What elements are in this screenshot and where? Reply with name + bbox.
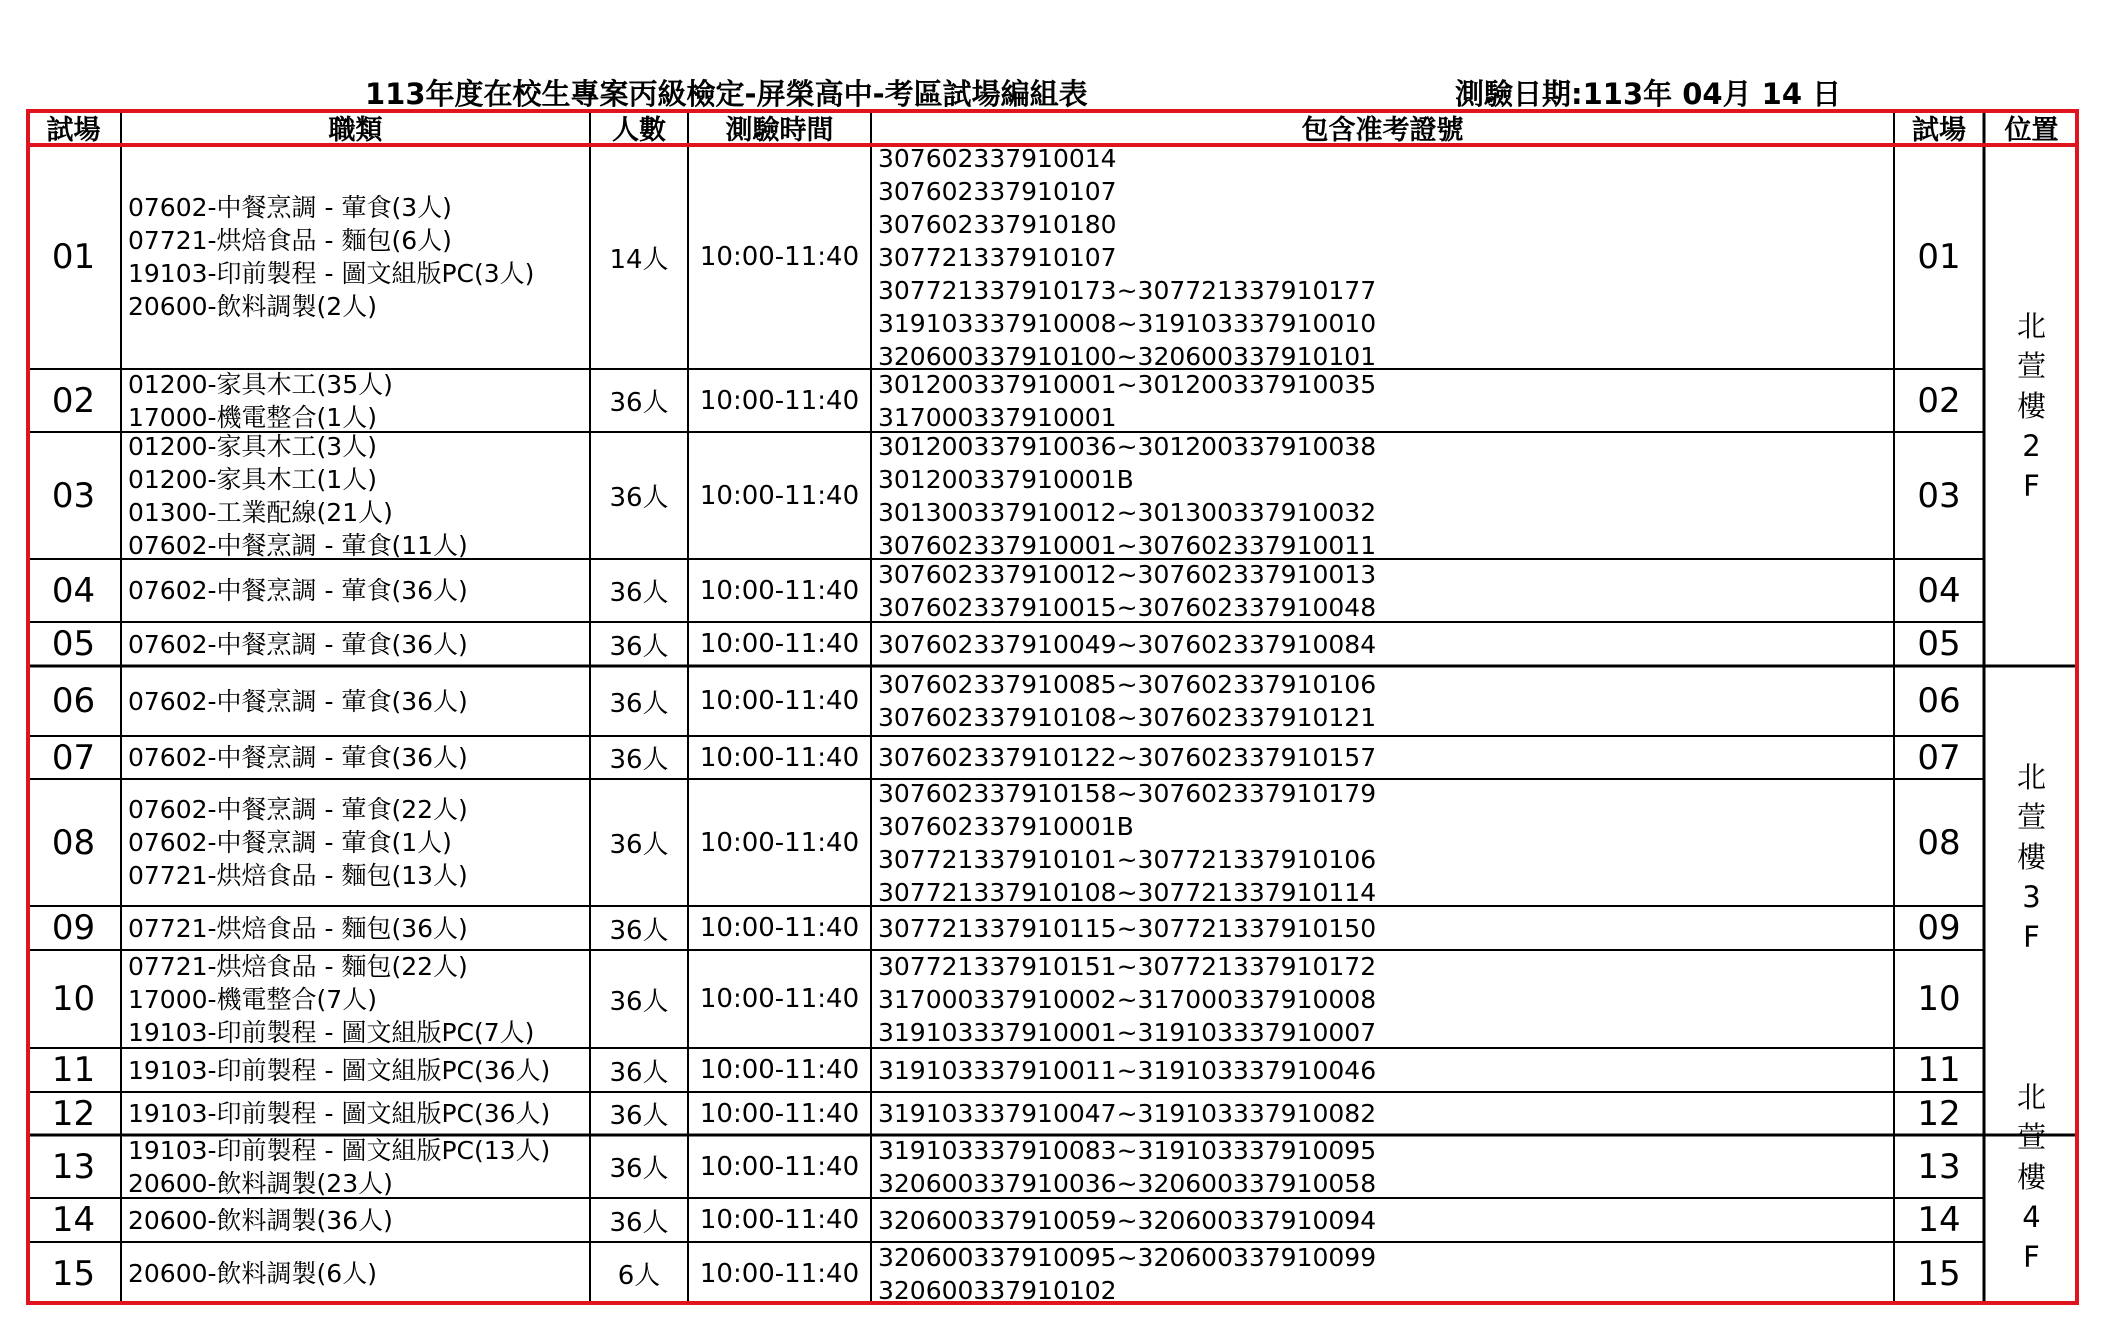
test-time	[688, 432, 871, 559]
job-category-item: 07602-中餐烹調 - 葷食(11人)	[128, 530, 468, 560]
examinee-count	[590, 1048, 688, 1092]
test-time-label: 10:00-11:40	[699, 575, 860, 606]
header-job-category-label: 職類	[328, 114, 383, 146]
job-category-item: 01300-工業配線(21人)	[128, 497, 393, 527]
admission-id-list	[871, 666, 1894, 736]
admission-id-item: 307721337910108~307721337910114	[878, 877, 1377, 907]
test-time-label: 10:00-11:40	[699, 480, 860, 511]
room-number-label: 11	[1917, 1050, 1961, 1090]
job-category-item: 01200-家具木工(35人)	[128, 369, 393, 399]
location-char: 萱	[2016, 1119, 2046, 1154]
examinee-count	[590, 906, 688, 950]
header-count-label: 人數	[612, 114, 666, 146]
job-category-item: 01200-家具木工(1人)	[128, 464, 377, 494]
test-time	[688, 1135, 871, 1198]
job-category-item: 20600-飲料調製(2人)	[128, 292, 377, 321]
test-time-label: 10:00-11:40	[699, 1151, 860, 1182]
examinee-count	[590, 779, 688, 906]
location-char: 萱	[2016, 348, 2046, 383]
admission-id-item: 319103337910011~319103337910046	[878, 1055, 1377, 1085]
test-time	[688, 1198, 871, 1242]
test-time-label: 10:00-11:40	[699, 1055, 860, 1085]
room-number-label: 09	[1917, 908, 1961, 948]
room-number-label: 06	[1917, 681, 1961, 721]
admission-id-list	[871, 1092, 1894, 1135]
job-category-item: 07721-烘焙食品 - 麵包(36人)	[128, 913, 468, 943]
test-time-label: 10:00-11:40	[699, 913, 860, 943]
job-category-item: 07602-中餐烹調 - 葷食(1人)	[128, 828, 452, 857]
room-number	[26, 145, 121, 369]
job-category-list	[121, 369, 590, 432]
test-time	[688, 369, 871, 432]
location-char: F	[2023, 1239, 2040, 1274]
location-char: F	[2023, 920, 2040, 954]
examinee-count	[590, 145, 688, 369]
job-category-item: 19103-印前製程 - 圖文組版PC(7人)	[128, 1017, 535, 1047]
room-number	[26, 622, 121, 666]
examinee-count	[590, 1242, 688, 1305]
job-category-list	[121, 1135, 590, 1198]
admission-id-list	[871, 432, 1894, 559]
room-number	[26, 1242, 121, 1305]
room-number-label: 06	[51, 681, 96, 721]
header-job-category	[121, 109, 590, 145]
examinee-count	[590, 559, 688, 622]
job-category-list	[121, 145, 590, 369]
test-time-label: 10:00-11:40	[699, 242, 860, 272]
room-number-repeat	[1894, 1135, 1984, 1198]
admission-id-list	[871, 906, 1894, 950]
job-category-list	[121, 906, 590, 950]
room-number-label: 12	[51, 1093, 96, 1134]
admission-id-list	[871, 950, 1894, 1048]
examinee-count	[590, 1135, 688, 1198]
test-time	[688, 1242, 871, 1305]
room-number-repeat	[1894, 622, 1984, 666]
room-number	[26, 950, 121, 1048]
room-number-label: 04	[1917, 570, 1961, 611]
test-time-label: 10:00-11:40	[699, 827, 860, 858]
admission-id-item: 307721337910151~307721337910172	[878, 951, 1377, 981]
location-char: 樓	[2016, 388, 2046, 423]
job-category-item: 01200-家具木工(3人)	[128, 431, 377, 461]
room-number-repeat	[1894, 369, 1984, 432]
test-time	[688, 1048, 871, 1092]
job-category-item: 07602-中餐烹調 - 葷食(36人)	[128, 576, 468, 605]
header-room-label: 試場	[46, 114, 101, 146]
examinee-count	[590, 622, 688, 666]
location-cell	[1984, 145, 2079, 666]
admission-id-item: 319103337910008~319103337910010	[878, 308, 1377, 338]
admission-id-item: 317000337910001	[878, 402, 1117, 432]
room-number-label: 07	[51, 737, 96, 778]
room-number-label: 08	[1917, 822, 1961, 863]
test-time-label: 10:00-11:40	[699, 629, 860, 659]
admission-id-item: 301200337910036~301200337910038	[878, 431, 1377, 461]
location-char: 3	[2022, 880, 2041, 914]
location-cell	[1984, 1048, 2079, 1305]
examinee-count	[590, 1198, 688, 1242]
job-category-list	[121, 432, 590, 559]
job-category-item: 07602-中餐烹調 - 葷食(36人)	[128, 629, 468, 659]
room-number-label: 13	[1917, 1146, 1961, 1187]
room-number-label: 15	[1917, 1253, 1961, 1294]
header-room-repeat	[1894, 109, 1984, 145]
room-number-label: 05	[1917, 624, 1961, 664]
test-time	[688, 950, 871, 1048]
test-time	[688, 779, 871, 906]
location-char: 樓	[2016, 1159, 2046, 1194]
admission-id-item: 319103337910001~319103337910007	[878, 1017, 1377, 1047]
job-category-list	[121, 559, 590, 622]
job-category-item: 07602-中餐烹調 - 葷食(36人)	[128, 686, 468, 716]
admission-id-item: 307602337910085~307602337910106	[878, 670, 1377, 699]
room-number-label: 02	[51, 380, 96, 421]
admission-id-item: 307602337910158~307602337910179	[878, 778, 1377, 808]
test-time-label: 10:00-11:40	[699, 686, 860, 716]
admission-id-item: 307602337910012~307602337910013	[878, 559, 1377, 589]
admission-id-list	[871, 145, 1894, 369]
job-category-list	[121, 1242, 590, 1305]
room-number-label: 01	[51, 237, 96, 277]
examinee-count-label: 14人	[609, 244, 669, 275]
room-number-repeat	[1894, 1198, 1984, 1242]
examinee-count	[590, 950, 688, 1048]
examinee-count-label: 36人	[609, 915, 669, 946]
admission-id-item: 307721337910107	[878, 242, 1117, 272]
test-time	[688, 906, 871, 950]
room-number-repeat	[1894, 1092, 1984, 1135]
room-number-repeat	[1894, 950, 1984, 1048]
admission-id-item: 307602337910001~307602337910011	[878, 530, 1377, 560]
job-category-item: 07602-中餐烹調 - 葷食(36人)	[128, 743, 468, 772]
room-number-label: 05	[51, 624, 96, 664]
room-number-label: 03	[1917, 475, 1961, 516]
admission-id-item: 307602337910108~307602337910121	[878, 703, 1377, 732]
admission-id-item: 307721337910173~307721337910177	[878, 275, 1377, 305]
room-number-repeat	[1894, 432, 1984, 559]
header-location	[1984, 109, 2079, 145]
admission-id-list	[871, 369, 1894, 432]
admission-id-item: 307602337910122~307602337910157	[878, 743, 1377, 772]
job-category-list	[121, 736, 590, 779]
room-number-repeat	[1894, 559, 1984, 622]
examinee-count	[590, 432, 688, 559]
room-number-label: 08	[51, 822, 96, 863]
job-category-item: 07721-烘焙食品 - 麵包(22人)	[128, 951, 468, 981]
room-number-label: 04	[51, 570, 96, 611]
room-number-label: 15	[51, 1253, 96, 1294]
job-category-item: 17000-機電整合(7人)	[128, 984, 377, 1014]
job-category-item: 19103-印前製程 - 圖文組版PC(3人)	[128, 259, 535, 288]
admission-id-list	[871, 1198, 1894, 1242]
job-category-item: 17000-機電整合(1人)	[128, 402, 377, 432]
examinee-count-label: 36人	[609, 578, 669, 608]
job-category-item: 20600-飲料調製(36人)	[128, 1205, 393, 1235]
header-test-time	[688, 109, 871, 145]
examinee-count-label: 36人	[609, 631, 669, 662]
test-date: 測驗日期:113年 04月 14 日	[1455, 77, 1842, 111]
room-number-label: 02	[1917, 380, 1961, 421]
room-number	[26, 666, 121, 736]
room-number	[26, 432, 121, 559]
header-admission-ids	[871, 109, 1894, 145]
room-number-repeat	[1894, 736, 1984, 779]
job-category-item: 20600-飲料調製(6人)	[128, 1259, 377, 1288]
job-category-item: 07602-中餐烹調 - 葷食(3人)	[128, 193, 452, 222]
test-time	[688, 736, 871, 779]
location-char: F	[2023, 468, 2040, 503]
admission-id-item: 307602337910049~307602337910084	[878, 629, 1377, 659]
header-admission-ids-label: 包含准考證號	[1301, 114, 1464, 146]
job-category-item: 07721-烘焙食品 - 麵包(6人)	[128, 226, 452, 255]
test-time	[688, 622, 871, 666]
admission-id-item: 320600337910059~320600337910094	[878, 1205, 1377, 1235]
admission-id-item: 320600337910095~320600337910099	[878, 1242, 1377, 1272]
job-category-list	[121, 622, 590, 666]
admission-id-item: 301200337910001B	[878, 464, 1134, 494]
examinee-count-label: 36人	[609, 483, 669, 513]
examinee-count-label: 36人	[609, 986, 669, 1017]
location-char: 北	[2016, 760, 2046, 794]
header-room-repeat-label: 試場	[1912, 114, 1966, 146]
examinee-count	[590, 666, 688, 736]
admission-id-item: 319103337910047~319103337910082	[878, 1099, 1377, 1128]
room-number-label: 10	[1917, 979, 1961, 1019]
location-char: 4	[2022, 1199, 2041, 1234]
header-location-label: 位置	[2004, 114, 2059, 146]
location-cell	[1984, 666, 2079, 1048]
room-number-repeat	[1894, 1048, 1984, 1092]
admission-id-item: 307602337910107	[878, 176, 1117, 206]
exam-room-table	[26, 109, 2079, 1305]
job-category-list	[121, 1198, 590, 1242]
room-number-label: 03	[51, 475, 96, 516]
room-number-label: 13	[51, 1146, 96, 1187]
room-number	[26, 369, 121, 432]
job-category-item: 07721-烘焙食品 - 麵包(13人)	[128, 861, 468, 890]
job-category-list	[121, 1048, 590, 1092]
admission-id-list	[871, 622, 1894, 666]
admission-id-list	[871, 1242, 1894, 1305]
admission-id-item: 320600337910100~320600337910101	[878, 341, 1377, 371]
admission-id-list	[871, 1135, 1894, 1198]
room-number-label: 09	[51, 908, 96, 948]
room-number-repeat	[1894, 145, 1984, 369]
room-number	[26, 906, 121, 950]
admission-id-item: 307602337910015~307602337910048	[878, 592, 1377, 622]
header-test-time-label: 測驗時間	[725, 114, 834, 146]
job-category-item: 19103-印前製程 - 圖文組版PC(13人)	[128, 1135, 551, 1165]
header-room	[26, 109, 121, 145]
test-time-label: 10:00-11:40	[699, 1258, 860, 1289]
job-category-item: 19103-印前製程 - 圖文組版PC(36人)	[128, 1099, 551, 1128]
room-number	[26, 779, 121, 906]
location-char: 萱	[2016, 800, 2046, 834]
test-time-label: 10:00-11:40	[699, 385, 860, 416]
job-category-list	[121, 666, 590, 736]
examinee-count	[590, 1092, 688, 1135]
admission-id-item: 307721337910101~307721337910106	[878, 844, 1377, 874]
room-number-label: 14	[51, 1200, 96, 1240]
location-char: 北	[2016, 1079, 2046, 1114]
examinee-count-label: 36人	[609, 688, 669, 719]
test-time-label: 10:00-11:40	[699, 1205, 860, 1235]
admission-id-item: 317000337910002~317000337910008	[878, 984, 1377, 1014]
admission-id-item: 307602337910001B	[878, 811, 1134, 841]
room-number-label: 07	[1917, 737, 1961, 778]
test-time	[688, 1092, 871, 1135]
job-category-item: 20600-飲料調製(23人)	[128, 1168, 393, 1198]
admission-id-list	[871, 559, 1894, 622]
examinee-count-label: 6人	[617, 1261, 661, 1291]
admission-id-list	[871, 1048, 1894, 1092]
job-category-item: 19103-印前製程 - 圖文組版PC(36人)	[128, 1055, 551, 1085]
room-number-repeat	[1894, 906, 1984, 950]
room-number-label: 11	[51, 1050, 96, 1090]
admission-id-item: 320600337910036~320600337910058	[878, 1168, 1377, 1198]
room-number-label: 14	[1917, 1200, 1961, 1240]
location-char: 2	[2022, 428, 2041, 463]
examinee-count-label: 36人	[609, 1057, 669, 1088]
room-number	[26, 736, 121, 779]
room-number	[26, 1198, 121, 1242]
job-category-item: 07602-中餐烹調 - 葷食(22人)	[128, 795, 468, 824]
room-number	[26, 1092, 121, 1135]
test-time-label: 10:00-11:40	[699, 984, 860, 1014]
job-category-list	[121, 950, 590, 1048]
admission-id-item: 301300337910012~301300337910032	[878, 497, 1377, 527]
document-title: 113年度在校生專案丙級檢定-屏榮高中-考區試場編組表	[365, 77, 1088, 111]
location-char: 北	[2016, 308, 2046, 343]
admission-id-item: 307721337910115~307721337910150	[878, 913, 1377, 943]
room-number-label: 01	[1917, 237, 1961, 277]
room-number-repeat	[1894, 1242, 1984, 1305]
admission-id-item: 307602337910180	[878, 209, 1117, 239]
admission-id-item: 307602337910014	[878, 143, 1117, 173]
job-category-list	[121, 1092, 590, 1135]
room-number	[26, 1135, 121, 1198]
location-char: 樓	[2016, 840, 2046, 874]
examinee-count-label: 36人	[609, 1207, 669, 1238]
test-time	[688, 145, 871, 369]
job-category-list	[121, 779, 590, 906]
room-number-repeat	[1894, 666, 1984, 736]
examinee-count-label: 36人	[609, 1154, 669, 1184]
examinee-count-label: 36人	[609, 1101, 669, 1131]
room-number-label: 10	[51, 979, 96, 1019]
test-time-label: 10:00-11:40	[699, 1098, 860, 1129]
admission-id-list	[871, 779, 1894, 906]
test-time	[688, 666, 871, 736]
room-number-repeat	[1894, 779, 1984, 906]
examinee-count-label: 36人	[609, 830, 669, 860]
examinee-count	[590, 369, 688, 432]
header-count	[590, 109, 688, 145]
test-time	[688, 559, 871, 622]
admission-id-item: 301200337910001~301200337910035	[878, 369, 1377, 399]
admission-id-item: 320600337910102	[878, 1275, 1117, 1305]
room-number	[26, 1048, 121, 1092]
examinee-count	[590, 736, 688, 779]
room-number-label: 12	[1917, 1093, 1961, 1134]
examinee-count-label: 36人	[609, 388, 669, 418]
admission-id-item: 319103337910083~319103337910095	[878, 1135, 1377, 1165]
examinee-count-label: 36人	[609, 745, 669, 775]
room-number	[26, 559, 121, 622]
test-time-label: 10:00-11:40	[699, 742, 860, 773]
admission-id-list	[871, 736, 1894, 779]
